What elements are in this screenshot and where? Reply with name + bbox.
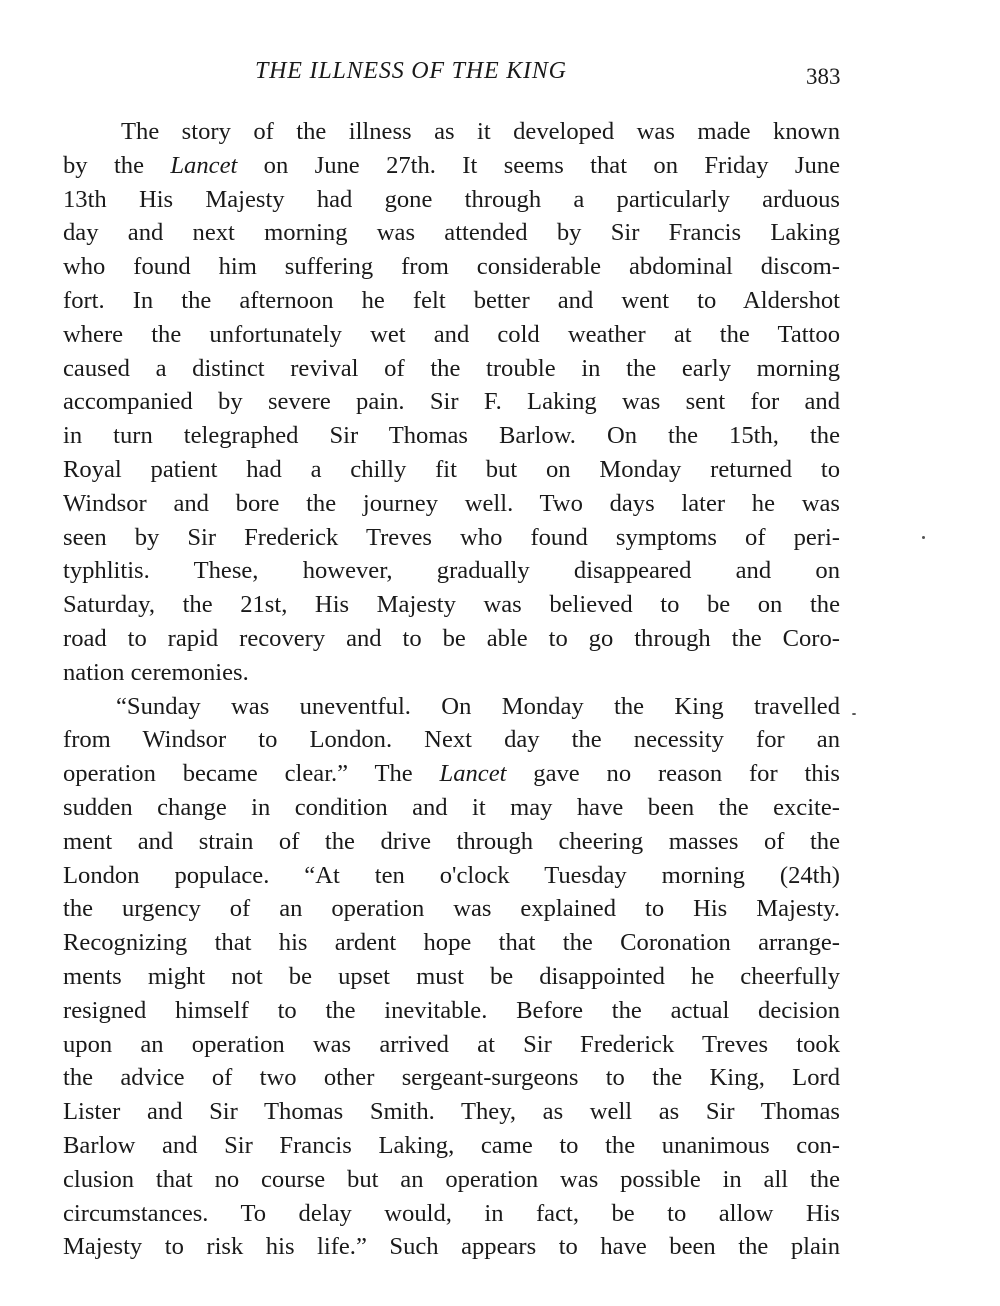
page-number: 383	[806, 64, 841, 89]
text-line: operation became clear.” The Lancet gave no reason for this	[63, 760, 840, 788]
text-line: ment and strain of the drive through cheering masses of the	[63, 827, 840, 855]
text-line: Recognizing that his ardent hope that the Coronation arrange-	[63, 929, 840, 957]
text-line: day and next morning was attended by Sir Francis Laking	[63, 219, 840, 247]
text-line: Royal patient had a chilly fit but on Monday returned to	[63, 455, 840, 483]
text-line: ments might not be upset must be disappointed he cheerfully	[63, 962, 840, 990]
text-line: by the Lancet on June 27th. It seems that on Friday June	[63, 151, 841, 179]
text-line: sudden change in condition and it may have been the excite-	[63, 793, 840, 821]
text-line: the advice of two other sergeant-surgeons to the King, Lord	[63, 1064, 840, 1092]
running-title: THE ILLNESS OF THE KING	[255, 58, 567, 84]
text-line: Majesty to risk his life.” Such appears to have been the plain	[63, 1233, 840, 1261]
text-line: Windsor and bore the journey well. Two days later he was	[63, 489, 840, 517]
italic-title: Lancet	[170, 151, 238, 179]
text-line: road to rapid recovery and to be able to go through the Coro-	[63, 624, 840, 652]
text-line: who found him suffering from considerable abdominal discom-	[63, 253, 840, 281]
paragraph	[63, 690, 840, 1265]
text-line: where the unfortunately wet and cold weather at the Tattoo	[63, 320, 840, 348]
print-speck	[922, 536, 925, 539]
text-line: Barlow and Sir Francis Laking, came to the unanimous con-	[63, 1131, 840, 1159]
text-line: Lister and Sir Thomas Smith. They, as well as Sir Thomas	[63, 1098, 840, 1126]
text-line: circumstances. To delay would, in fact, be to allow His	[63, 1199, 840, 1227]
text-line: typhlitis. These, however, gradually disappeared and on	[63, 557, 840, 585]
text-line: Saturday, the 21st, His Majesty was believed to be on the	[63, 591, 840, 619]
italic-title: Lancet	[439, 760, 507, 788]
text-line: the urgency of an operation was explained to His Majesty.	[63, 895, 840, 923]
text-line: London populace. “At ten o'clock Tuesday morning (24th)	[63, 861, 840, 889]
print-speck	[852, 713, 856, 715]
text-line: from Windsor to London. Next day the necessity for an	[63, 726, 840, 754]
body-text	[63, 115, 840, 1264]
text-line: accompanied by severe pain. Sir F. Laking was sent for and	[63, 388, 840, 416]
text-line: in turn telegraphed Sir Thomas Barlow. On the 15th, the	[63, 422, 840, 450]
paragraph	[63, 115, 840, 690]
text-line: clusion that no course but an operation was possible in all the	[63, 1165, 840, 1193]
running-header	[0, 58, 1000, 98]
text-line: “Sunday was uneventful. On Monday the King travelled	[116, 692, 840, 720]
text-line: 13th His Majesty had gone through a particularly arduous	[63, 185, 840, 213]
text-line: nation ceremonies.	[63, 658, 249, 686]
text-line: caused a distinct revival of the trouble in the early morning	[63, 354, 840, 382]
text-line: seen by Sir Frederick Treves who found symptoms of peri-	[63, 523, 840, 551]
text-line: fort. In the afternoon he felt better and went to Aldershot	[63, 286, 840, 314]
text-line: The story of the illness as it developed was made known	[121, 118, 840, 145]
text-line: resigned himself to the inevitable. Before the actual decision	[63, 996, 840, 1024]
text-line: upon an operation was arrived at Sir Frederick Treves took	[63, 1030, 840, 1058]
